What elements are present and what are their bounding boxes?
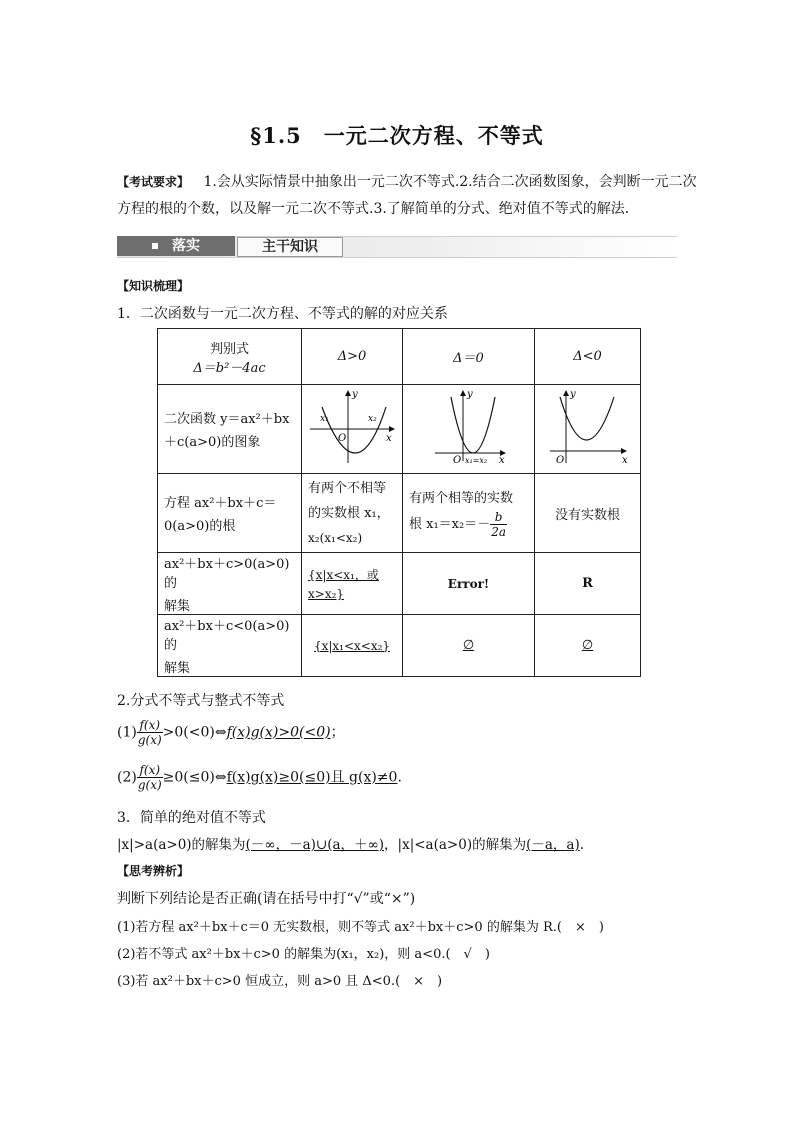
roots-zero-cell: 有两个相等的实数 根 x₁＝x₂＝－ $\frac{b}{2a}$ [403,474,535,553]
header-neg: Δ<0 [535,329,641,385]
banner-left-label: 落实 [117,236,235,256]
header-zero: Δ＝0 [403,329,535,385]
lt-zero-cell: ∅ [403,615,535,677]
y-label: y [569,389,576,400]
x-label: x [498,455,505,466]
graph-zero-cell [403,385,535,474]
roots-neg-cell: 没有实数根 [535,474,641,553]
exam-req-text1: 1.会从实际情景中抽象出一元二次不等式.2.结合二次函数图象，会判断一元二次 [203,174,697,190]
x-label: x [621,455,628,466]
parabola-curve [560,397,614,440]
origin-label: O [452,455,461,466]
fraction-item-2: (2) $\frac{f(x)}{g(x)}$ ≥0(≤0)⇔f(x)g(x)≥0(≤0)且 g(x)≠0. [117,763,402,792]
lt-neg-cell: ∅ [535,615,641,677]
neg-b-over-2a: $\frac{b}{2a}$ [491,510,507,539]
origin-label: O [338,433,347,444]
table-row [158,329,641,385]
table-row [158,553,641,615]
abs-inequality-line: |x|>a(a>0)的解集为(－∞，－a)∪(a，＋∞)，|x|<a(a>0)的解集为(－a，a). [117,837,585,853]
relation-table [157,328,641,677]
gt-neg-cell: R [535,553,641,615]
parabola-one-root-graph [405,387,533,467]
fraction-item-1: (1) $\frac{f(x)}{g(x)}$ >0(<0)⇔f(x)g(x)>0(<0)； [117,718,345,747]
section-banner [117,236,677,257]
page-title: §1.5 一元二次方程、不等式 [250,123,544,148]
banner-right-label: 主干知识 [237,237,343,257]
exam-requirements-line1 [117,173,697,191]
x1x2-label: x₁=x₂ [464,456,487,465]
table-row [158,385,641,474]
origin-label: O [555,455,564,466]
gt-zero-cell: Error! [403,553,535,615]
judge-item-2: (2)若不等式 ax²＋bx＋c>0 的解集为(x₁，x₂)，则 a<0.( √ ) [117,947,490,962]
graph-pos-cell [302,385,403,474]
parabola-curve [451,397,495,453]
header-pos: Δ>0 [302,329,403,385]
f-over-g-2: $\frac{f(x)}{g(x)}$ [137,763,162,792]
judge-item-1: (1)若方程 ax²＋bx＋c＝0 无实数根，则不等式 ax²＋bx＋c>0 的解集为 R.( × ) [117,920,604,935]
lt-row-label: ax²＋bx＋c<0(a>0)的 解集 [158,615,302,677]
table-row [158,474,641,553]
exam-requirements-line2: 方程的根的个数，以及解一元二次不等式.3.了解简单的分式、绝对值不等式的解法． [117,201,639,217]
f-over-g-1: $\frac{f(x)}{g(x)}$ [137,718,162,747]
judge-item-3: (3)若 ax²＋bx＋c>0 恒成立，则 a>0 且 Δ<0.( × ) [117,974,443,989]
graph-row-label: 二次函数 y＝ax²＋bx ＋c(a>0)的图象 [158,385,302,474]
y-label: y [352,389,358,400]
header-discriminant: 判别式 Δ＝b²－4ac [158,329,302,385]
think-tag: 【思考辨析】 [117,864,190,878]
parabola-no-root-graph [536,387,640,467]
table-row [158,615,641,677]
roots-pos-cell: 有两个不相等 的实数根 x₁， x₂(x₁<x₂) [302,474,403,553]
roots-row-label: 方程 ax²＋bx＋c＝ 0(a>0)的根 [158,474,302,553]
graph-neg-cell [535,385,641,474]
gt-pos-cell: {x|x<x₁，或 x>x₂} [302,553,403,615]
x2-label: x₂ [368,414,377,424]
x-label: x [386,433,392,444]
lt-pos-cell: {x|x₁<x<x₂} [302,615,403,677]
judge-intro: 判断下列结论是否正确(请在括号中打“√”或“×”) [117,891,416,907]
section3-title: 3．简单的绝对值不等式 [117,810,266,826]
gt-row-label: ax²＋bx＋c>0(a>0)的 解集 [158,553,302,615]
section2-title: 2.分式不等式与整式不等式 [117,693,285,709]
section1-title: 1．二次函数与一元二次方程、不等式的解的对应关系 [117,306,448,322]
square-icon [152,243,158,249]
knowledge-tag: 【知识梳理】 [117,279,190,293]
x1-label: x₁ [320,414,329,424]
parabola-two-roots-graph [304,387,400,467]
exam-req-tag: 【考试要求】 [117,175,190,189]
y-label: y [466,389,473,400]
